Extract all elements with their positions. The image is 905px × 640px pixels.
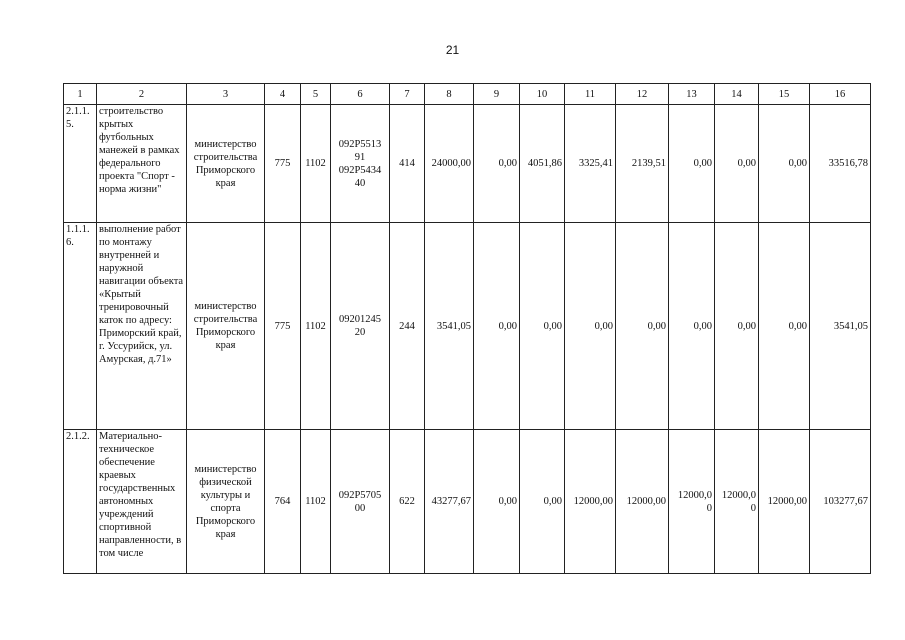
item-executor: министерство физической культуры и спорта Приморского края <box>187 430 265 574</box>
cell-col5: 1102 <box>301 105 331 223</box>
table-row <box>64 430 871 574</box>
page-number: 21 <box>445 43 460 57</box>
cell-col11: 12000,00 <box>565 430 616 574</box>
header-cell: 15 <box>759 84 810 105</box>
cell-col10: 4051,86 <box>520 105 565 223</box>
cell-col13: 0,00 <box>669 223 715 430</box>
cell-col9: 0,00 <box>474 105 520 223</box>
item-name: выполнение работ по монтажу внутренней и наружной навигации объекта «Крытый тренировочный каток по адресу: Приморский край, г. Уссурийск, ул. Амурская, д.71» <box>97 223 187 430</box>
budget-table <box>63 83 871 574</box>
cell-col12: 2139,51 <box>616 105 669 223</box>
item-executor: министерство строительства Приморского края <box>187 105 265 223</box>
header-cell: 8 <box>425 84 474 105</box>
cell-col4: 775 <box>265 223 301 430</box>
cell-col14: 12000,0 0 <box>715 430 759 574</box>
cell-col11: 0,00 <box>565 223 616 430</box>
cell-col15: 0,00 <box>759 105 810 223</box>
cell-col9: 0,00 <box>474 430 520 574</box>
header-cell: 4 <box>265 84 301 105</box>
item-code: 1.1.1. 6. <box>64 223 97 430</box>
header-cell: 13 <box>669 84 715 105</box>
cell-col7: 414 <box>390 105 425 223</box>
item-name: Материально-техническое обеспечение краевых государственных автономных учреждений спортивной направленности, в том числе <box>97 430 187 574</box>
cell-col16: 33516,78 <box>810 105 871 223</box>
header-cell: 1 <box>64 84 97 105</box>
cell-col13: 0,00 <box>669 105 715 223</box>
cell-col5: 1102 <box>301 430 331 574</box>
cell-col9: 0,00 <box>474 223 520 430</box>
cell-col6: 09201245 20 <box>331 223 390 430</box>
header-cell: 10 <box>520 84 565 105</box>
cell-col6: 092P5513 91 092P5434 40 <box>331 105 390 223</box>
cell-col11: 3325,41 <box>565 105 616 223</box>
item-executor: министерство строительства Приморского края <box>187 223 265 430</box>
cell-col16: 103277,67 <box>810 430 871 574</box>
header-cell: 5 <box>301 84 331 105</box>
cell-col10: 0,00 <box>520 430 565 574</box>
cell-col7: 244 <box>390 223 425 430</box>
item-code: 2.1.1. 5. <box>64 105 97 223</box>
cell-col7: 622 <box>390 430 425 574</box>
cell-col15: 0,00 <box>759 223 810 430</box>
header-cell: 9 <box>474 84 520 105</box>
table-row <box>64 223 871 430</box>
cell-col15: 12000,00 <box>759 430 810 574</box>
cell-col14: 0,00 <box>715 223 759 430</box>
cell-col8: 43277,67 <box>425 430 474 574</box>
header-cell: 11 <box>565 84 616 105</box>
header-cell: 3 <box>187 84 265 105</box>
cell-col12: 0,00 <box>616 223 669 430</box>
cell-col13: 12000,0 0 <box>669 430 715 574</box>
cell-col14: 0,00 <box>715 105 759 223</box>
header-cell: 16 <box>810 84 871 105</box>
cell-col16: 3541,05 <box>810 223 871 430</box>
cell-col5: 1102 <box>301 223 331 430</box>
item-code: 2.1.2. <box>64 430 97 574</box>
header-cell: 7 <box>390 84 425 105</box>
cell-col6: 092P5705 00 <box>331 430 390 574</box>
cell-col12: 12000,00 <box>616 430 669 574</box>
cell-col8: 24000,00 <box>425 105 474 223</box>
header-cell: 2 <box>97 84 187 105</box>
cell-col4: 775 <box>265 105 301 223</box>
header-cell: 14 <box>715 84 759 105</box>
cell-col10: 0,00 <box>520 223 565 430</box>
header-cell: 6 <box>331 84 390 105</box>
cell-col4: 764 <box>265 430 301 574</box>
header-row <box>64 84 871 105</box>
item-name: строительство крытых футбольных манежей в рамках федерального проекта "Спорт - норма жизни" <box>97 105 187 223</box>
table-row <box>64 105 871 223</box>
header-cell: 12 <box>616 84 669 105</box>
cell-col8: 3541,05 <box>425 223 474 430</box>
